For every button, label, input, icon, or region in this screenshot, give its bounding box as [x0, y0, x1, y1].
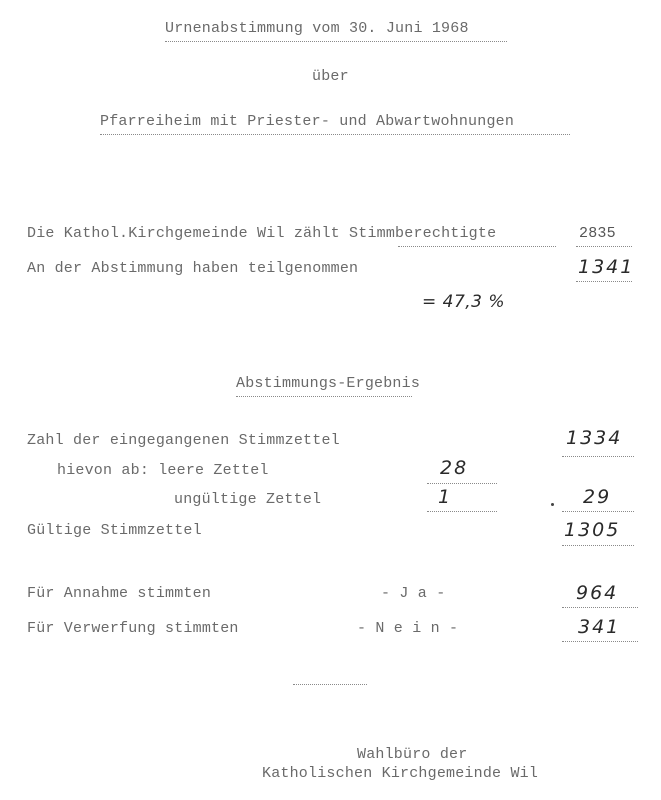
no-votes-label: Für Verwerfung stimmten — [27, 620, 239, 637]
subject-title: Pfarreiheim mit Priester- und Abwartwohnungen — [100, 113, 515, 130]
valid-ballots-value: 1305 — [564, 519, 621, 541]
yes-votes-underline — [562, 607, 638, 608]
title-underline — [165, 41, 507, 42]
participants-value: 1341 — [578, 256, 635, 278]
participants-underline — [576, 281, 632, 282]
yes-marker: - J a - — [381, 585, 446, 602]
stimmberechtigte-underline — [398, 246, 556, 247]
deduction-dot — [551, 503, 554, 506]
valid-ballots-underline — [562, 545, 634, 546]
deducted-total-underline — [562, 511, 634, 512]
blank-ballots-value: 28 — [440, 457, 469, 479]
blank-ballots-label: hievon ab: leere Zettel — [57, 462, 269, 479]
yes-votes-label: Für Annahme stimmten — [27, 585, 212, 602]
invalid-ballots-label: ungültige Zettel — [174, 491, 322, 508]
participation-percentage: = 47,3 % — [422, 292, 506, 312]
no-votes-value: 341 — [578, 616, 621, 638]
eligible-voters-underline — [576, 246, 632, 247]
eligible-voters-label: Die Kathol.Kirchgemeinde Wil zählt Stimmberechtigte — [27, 225, 497, 242]
invalid-ballots-value: 1 — [438, 486, 453, 508]
document-title: Urnenabstimmung vom 30. Juni 1968 — [165, 20, 469, 37]
received-ballots-value: 1334 — [566, 427, 623, 449]
participants-label: An der Abstimmung haben teilgenommen — [27, 260, 359, 277]
blank-ballots-underline — [427, 483, 497, 484]
over-label: über — [312, 68, 349, 85]
eligible-voters-value: 2835 — [579, 225, 616, 242]
received-ballots-label: Zahl der eingegangenen Stimmzettel — [27, 432, 340, 449]
yes-votes-value: 964 — [576, 582, 619, 604]
invalid-ballots-underline — [427, 511, 497, 512]
results-heading-underline — [236, 396, 412, 397]
deducted-total-value: 29 — [583, 486, 612, 508]
results-heading: Abstimmungs-Ergebnis — [236, 375, 421, 392]
received-ballots-underline — [562, 456, 634, 457]
signature-line-2: Katholischen Kirchgemeinde Wil — [262, 765, 539, 782]
no-marker: - N e i n - — [357, 620, 459, 637]
signature-line-1: Wahlbüro der — [357, 746, 468, 763]
closing-divider — [293, 684, 367, 685]
valid-ballots-label: Gültige Stimmzettel — [27, 522, 202, 539]
subject-underline — [100, 134, 570, 135]
no-votes-underline — [562, 641, 638, 642]
